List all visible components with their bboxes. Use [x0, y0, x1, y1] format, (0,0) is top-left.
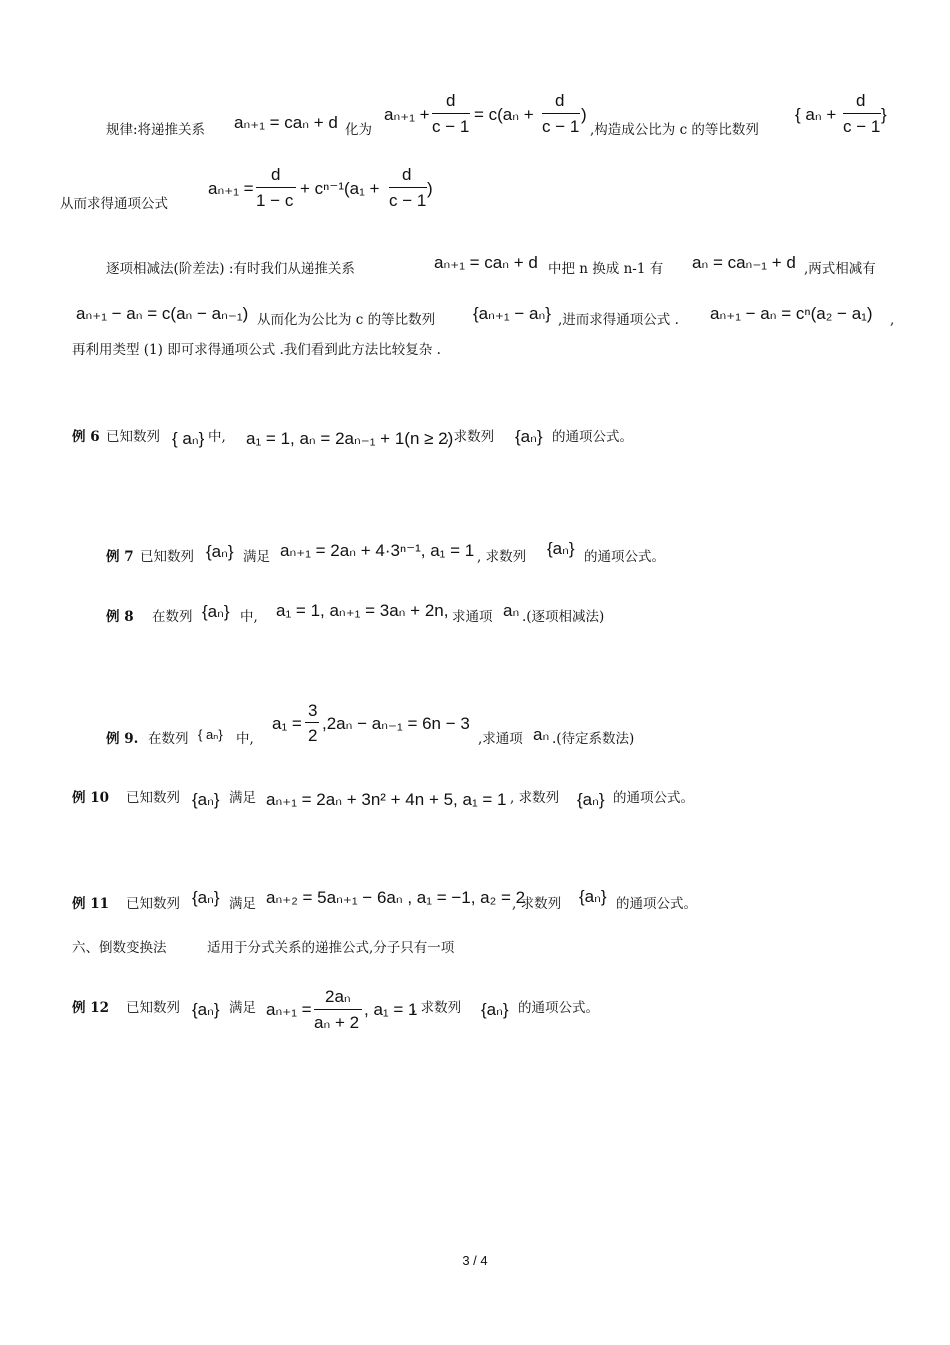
fraction-bar: [389, 187, 427, 188]
example-formula: aₙ₊₁ = 2aₙ + 3n² + 4n + 5, a₁ = 1: [266, 790, 507, 809]
sequence-notation: {aₙ}: [577, 790, 605, 809]
diff-text-3: ,两式相减有: [804, 261, 876, 277]
example-text: 满足: [229, 1000, 256, 1016]
example-text: 中,: [240, 609, 258, 625]
sequence-notation: { aₙ}: [172, 429, 205, 448]
example-formula-left: a₁ =: [272, 714, 302, 733]
diff-formula-3: aₙ₊₁ − aₙ = c(aₙ − aₙ₋₁): [76, 304, 249, 323]
rule-seq-left: { aₙ +: [795, 105, 837, 124]
example-text: , 求数列: [512, 896, 562, 912]
diff-formula-4: {aₙ₊₁ − aₙ}: [473, 304, 551, 323]
diff-text-2: 中把 n 换成 n-1 有: [548, 261, 664, 277]
fraction-bar: [843, 113, 881, 114]
diff-text-4: 从而化为公比为 c 的等比数列: [257, 312, 436, 328]
an-term: aₙ: [503, 601, 520, 620]
example-text: , 求数列: [445, 429, 495, 445]
rule-result-frac-num: d: [271, 165, 281, 184]
rule-result-frac2-den: c − 1: [389, 191, 427, 210]
rule-seq-frac-num: d: [856, 91, 866, 110]
sequence-notation: {aₙ}: [515, 427, 543, 446]
example-formula: a₁ = 1, aₙ₊₁ = 3aₙ + 2n,: [276, 601, 449, 620]
an-term: aₙ: [533, 725, 550, 744]
example-formula: aₙ₊₂ = 5aₙ₊₁ − 6aₙ , a₁ = −1, a₂ = 2: [266, 888, 526, 907]
example-text: 中,: [236, 731, 254, 747]
example-text: .(逐项相减法): [522, 609, 605, 625]
example-text: 已知数列: [126, 1000, 180, 1016]
example-label: 例 11: [72, 896, 109, 912]
diff-text-5: ,进而求得通项公式 .: [558, 312, 679, 328]
example-text: 的通项公式。: [616, 896, 697, 912]
fraction-numerator: 2aₙ: [325, 987, 351, 1006]
rule-result-mid: + cⁿ⁻¹(a₁ +: [300, 179, 380, 198]
sequence-notation: {aₙ}: [192, 790, 220, 809]
example-text: 已知数列: [126, 896, 180, 912]
diff-text-1: 逐项相减法(阶差法) :有时我们从递推关系: [106, 261, 355, 277]
sequence-notation: {aₙ}: [547, 539, 575, 558]
diff-formula-2: aₙ = caₙ₋₁ + d: [692, 253, 796, 272]
fraction-denominator: 2: [308, 726, 318, 745]
rule-frac2-num: d: [555, 91, 565, 110]
rule-seq-frac-den: c − 1: [843, 117, 881, 136]
fraction-bar: [256, 187, 296, 188]
rule-result-left: aₙ₊₁ =: [208, 179, 254, 198]
rule-result-frac2-num: d: [402, 165, 412, 184]
fraction-numerator: 3: [308, 701, 318, 720]
example-label: 例 8: [106, 609, 134, 625]
example-text: 的通项公式。: [552, 429, 633, 445]
rule-line2-text: 从而求得通项公式: [60, 196, 168, 212]
rule-frac-num: d: [446, 91, 456, 110]
example-text: 的通项公式。: [613, 790, 694, 806]
rule-formula2-eq: = c(aₙ +: [474, 105, 534, 124]
example-text: 满足: [243, 549, 270, 565]
example-text: 在数列: [148, 731, 189, 747]
example-text: 已知数列: [140, 549, 194, 565]
diff-text-7: 再利用类型 (1) 即可求得通项公式 .我们看到此方法比较复杂 .: [72, 342, 441, 358]
fraction-bar: [542, 113, 580, 114]
example-text: 满足: [229, 790, 256, 806]
example-text: 在数列: [152, 609, 193, 625]
diff-text-6: ,: [890, 312, 895, 328]
fraction-bar: [432, 113, 470, 114]
rule-label: 规律:将递推关系: [106, 122, 206, 138]
rule-formula-recurrence: aₙ₊₁ = caₙ + d: [234, 113, 338, 132]
example-formula-right: ,2aₙ − aₙ₋₁ = 6n − 3: [322, 714, 470, 733]
sequence-notation: {aₙ}: [481, 1000, 509, 1019]
example-formula-right: , a₁ = 1: [364, 1000, 418, 1019]
example-text: , 求数列: [510, 790, 560, 806]
rule-frac2-den: c − 1: [542, 117, 580, 136]
fraction-denominator: aₙ + 2: [314, 1013, 360, 1032]
sequence-notation: {aₙ}: [579, 887, 607, 906]
example-text: 求通项: [452, 609, 493, 625]
example-text: 已知数列: [126, 790, 180, 806]
sequence-notation: {aₙ}: [202, 602, 230, 621]
rule-post-text: ,构造成公比为 c 的等比数列: [590, 122, 759, 138]
example-text: 中,: [208, 429, 226, 445]
example-formula-left: aₙ₊₁ =: [266, 1000, 312, 1019]
diff-formula-1: aₙ₊₁ = caₙ + d: [434, 253, 538, 272]
example-label: 例 7: [106, 549, 134, 565]
rule-formula2-close: ): [581, 105, 587, 124]
example-text: .(待定系数法): [552, 731, 635, 747]
example-label: 例 9.: [106, 731, 139, 747]
section-title: 六、倒数变换法: [72, 940, 167, 956]
example-text: 的通项公式。: [518, 1000, 599, 1016]
rule-mid-text: 化为: [345, 122, 372, 138]
example-label: 例 10: [72, 790, 109, 806]
fraction-bar: [305, 722, 319, 723]
diff-formula-5: aₙ₊₁ − aₙ = cⁿ(a₂ − a₁): [710, 304, 873, 323]
example-formula: aₙ₊₁ = 2aₙ + 4·3ⁿ⁻¹, a₁ = 1: [280, 541, 475, 560]
fraction-bar: [314, 1009, 362, 1010]
rule-result-frac-den: 1 − c: [256, 191, 294, 210]
sequence-notation: {aₙ}: [192, 1000, 220, 1019]
rule-formula2-left: aₙ₊₁ +: [384, 105, 430, 124]
example-label: 例 12: [72, 1000, 109, 1016]
example-formula: a₁ = 1, aₙ = 2aₙ₋₁ + 1(n ≥ 2): [246, 429, 454, 448]
example-text: 已知数列: [106, 429, 160, 445]
rule-frac-den: c − 1: [432, 117, 470, 136]
example-text: , 求数列: [477, 549, 527, 565]
example-text: 满足: [229, 896, 256, 912]
rule-seq-close: }: [881, 105, 887, 124]
rule-result-close: ): [427, 179, 433, 198]
example-text: ,求通项: [478, 731, 523, 747]
example-label: 例 6: [72, 429, 100, 445]
sequence-notation: { aₙ}: [198, 727, 223, 742]
page-number: 3 / 4: [462, 1253, 488, 1268]
example-text: 的通项公式。: [584, 549, 665, 565]
section-description: 适用于分式关系的递推公式,分子只有一项: [207, 940, 455, 956]
sequence-notation: {aₙ}: [206, 542, 234, 561]
sequence-notation: {aₙ}: [192, 888, 220, 907]
example-text: , 求数列: [412, 1000, 462, 1016]
